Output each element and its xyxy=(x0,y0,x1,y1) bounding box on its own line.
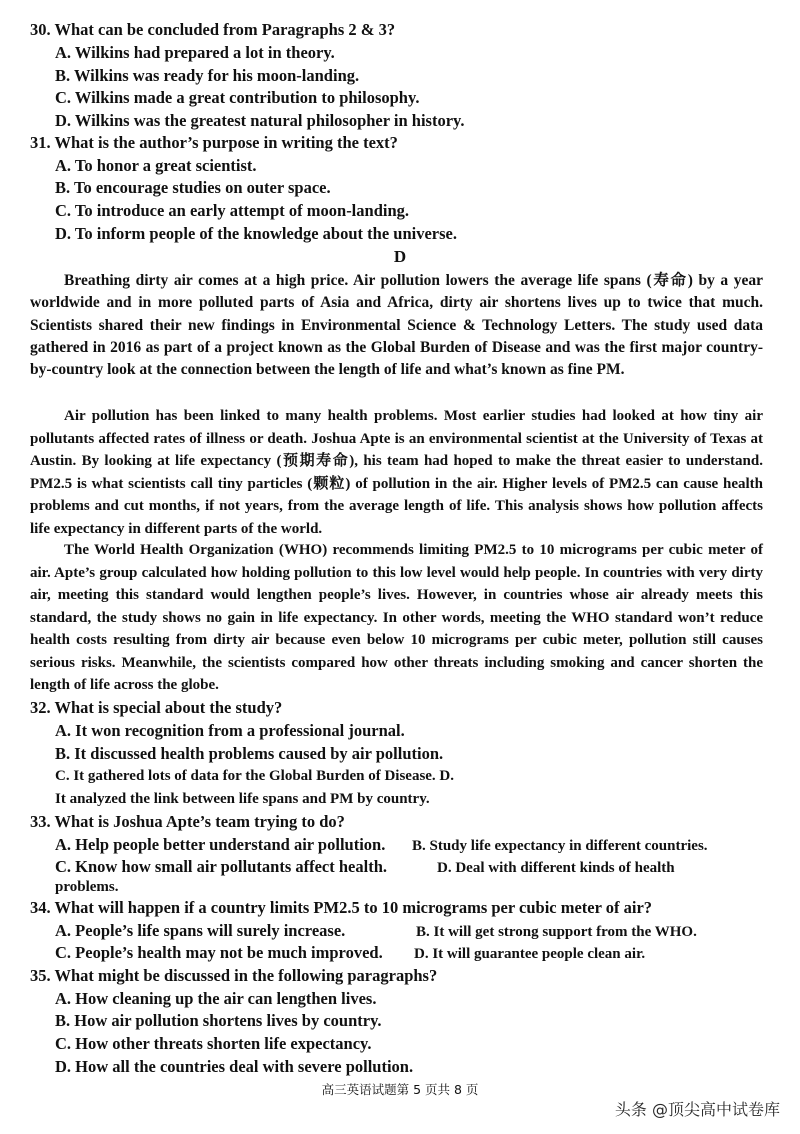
question-35-option-c: C. How other threats shorten life expectancy. xyxy=(55,1034,372,1053)
passage-paragraph-1: Breathing dirty air comes at a high price. Air pollution lowers the average life spans (寿命) by a year worldwide and in more polluted parts of Asia and Africa, dirty air shortens lives up to twice that much. Scientists shared their new findings in Environmental Science & Technology Letters. The study used data gathered in 2016 as part of a project known as the Global Burden of Disease and was the first major country-by-country look at the connection between the length of life and what’s known as fine PM. xyxy=(30,272,763,379)
question-30-option-c: C. Wilkins made a great contribution to philosophy. xyxy=(55,88,420,107)
question-34-option-b: B. It will get strong support from the WHO. xyxy=(416,924,697,940)
question-31-stem: 31. What is the author’s purpose in writing the text? xyxy=(30,133,398,152)
question-30-option-d: D. Wilkins was the greatest natural philosopher in history. xyxy=(55,111,465,130)
page-footer: 高三英语试题第 5 页共 8 页 xyxy=(321,1082,479,1097)
question-34-option-c: C. People’s health may not be much improved. xyxy=(55,943,383,962)
source-watermark: 头条 @顶尖高中试卷库 xyxy=(611,1096,784,1121)
question-32-stem: 32. What is special about the study? xyxy=(30,698,283,717)
question-30-stem: 30. What can be concluded from Paragraphs 2 & 3? xyxy=(30,20,396,39)
question-32-option-b: B. It discussed health problems caused by air pollution. xyxy=(55,744,444,763)
question-34-option-d: D. It will guarantee people clean air. xyxy=(414,946,646,962)
question-30-option-a: A. Wilkins had prepared a lot in theory. xyxy=(55,43,335,62)
question-31-option-d: D. To inform people of the knowledge about the universe. xyxy=(55,224,457,243)
question-33-option-d-cont: problems. xyxy=(55,879,119,895)
question-33-option-a: A. Help people better understand air pollution. xyxy=(55,835,386,854)
question-33-option-c: C. Know how small air pollutants affect health. xyxy=(55,857,387,876)
question-30-option-b: B. Wilkins was ready for his moon-landing. xyxy=(55,66,360,85)
question-35-option-b: B. How air pollution shortens lives by country. xyxy=(55,1011,382,1030)
question-31-option-a: A. To honor a great scientist. xyxy=(55,156,257,175)
section-letter: D xyxy=(393,247,407,266)
question-31-option-c: C. To introduce an early attempt of moon-landing. xyxy=(55,201,410,220)
question-32-option-c: C. It gathered lots of data for the Global Burden of Disease. D. xyxy=(55,768,455,784)
question-33-option-d: D. Deal with different kinds of health xyxy=(437,860,675,876)
question-35-option-a: A. How cleaning up the air can lengthen lives. xyxy=(55,989,377,1008)
question-35-option-d: D. How all the countries deal with severe pollution. xyxy=(55,1057,414,1076)
question-31-option-b: B. To encourage studies on outer space. xyxy=(55,178,331,197)
question-35-stem: 35. What might be discussed in the following paragraphs? xyxy=(30,966,438,985)
question-34-option-a: A. People’s life spans will surely increase. xyxy=(55,921,346,940)
question-32-option-a: A. It won recognition from a professional journal. xyxy=(55,721,405,740)
question-34-stem: 34. What will happen if a country limits PM2.5 to 10 micrograms per cubic meter of air? xyxy=(30,898,653,917)
question-33-stem: 33. What is Joshua Apte’s team trying to do? xyxy=(30,812,345,831)
passage-paragraph-3: The World Health Organization (WHO) recommends limiting PM2.5 to 10 micrograms per cubic meter of air. Apte’s group calculated how holding pollution to this low level would help people. In countries with very dirty air, meeting this standard would lengthen people’s lives. However, in countries whose air already meets this standard, the study shows no gain in life expectancy. In other words, meeting the WHO standard won’t reduce health costs resulting from dirty air because even below 10 micrograms per cubic meter, pollution still causes serious risks. Meanwhile, the scientists compared how other threats including smoking and cancer shorten the length of life across the globe. xyxy=(30,542,763,693)
question-32-option-d: It analyzed the link between life spans and PM by country. xyxy=(55,791,430,807)
passage-paragraph-2: Air pollution has been linked to many health problems. Most earlier studies had looked at how tiny air pollutants affected rates of illness or death. Joshua Apte is an environmental scientist at the University of Texas at Austin. By looking at life expectancy (预期寿命), his team had hoped to make the threat easier to understand. PM2.5 is what scientists call tiny particles (颗粒) of pollution in the air. Higher levels of PM2.5 can cause health problems and cut months, if not years, from the average length of life. This analysis shows how pollution affects life expectancy in different parts of the world. xyxy=(30,408,763,537)
question-33-option-b: B. Study life expectancy in different countries. xyxy=(412,838,708,854)
